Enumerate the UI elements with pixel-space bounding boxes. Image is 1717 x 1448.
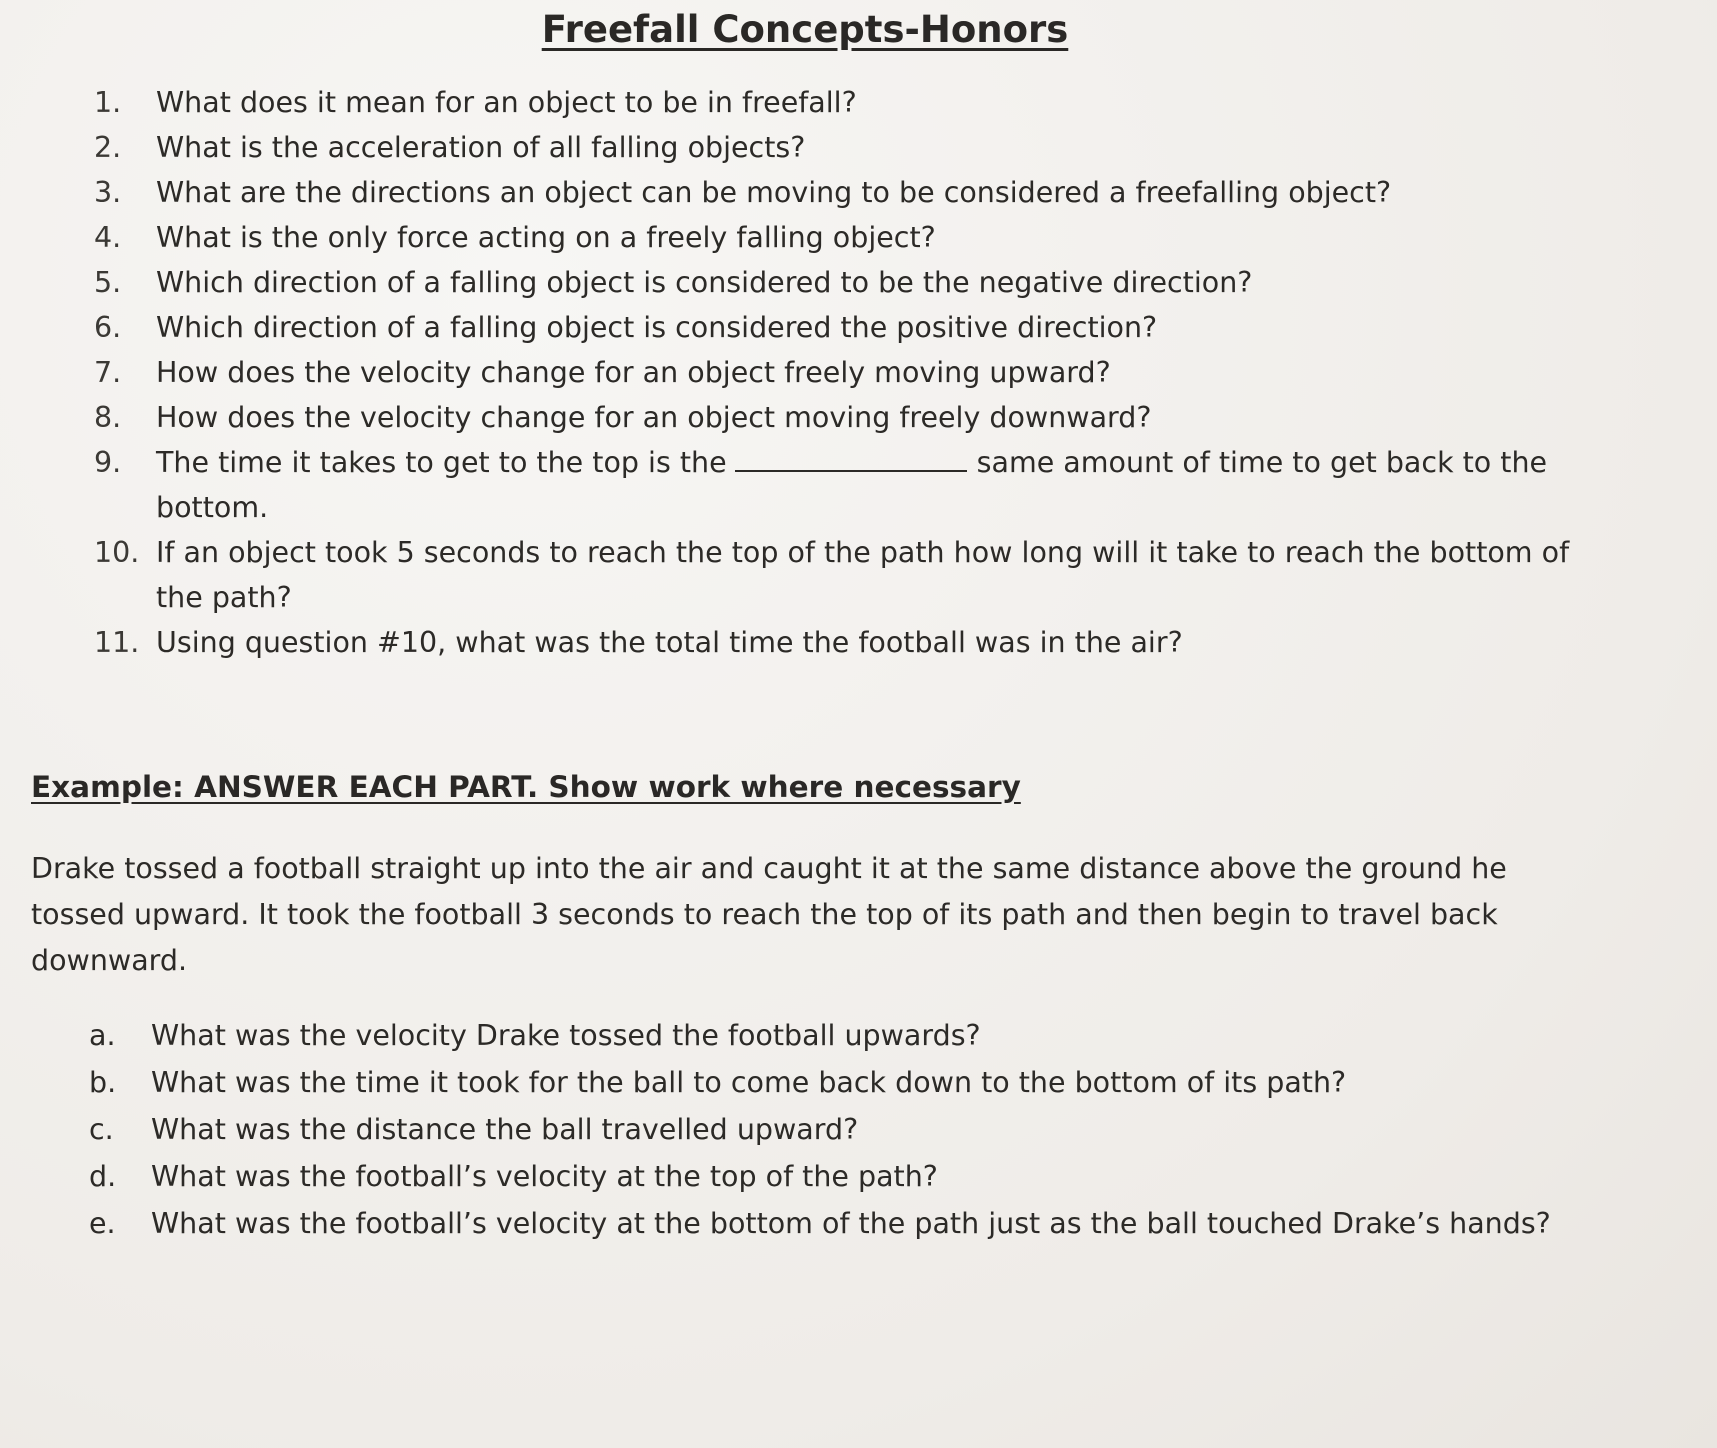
question-item <box>94 350 1594 395</box>
question-text-before-blank: The time it takes to get to the top is the <box>156 446 727 479</box>
question-text: Which direction of a falling object is considered the positive direction? <box>156 311 1158 344</box>
question-number: 7. <box>94 356 122 389</box>
part-text: What was the time it took for the ball to come back down to the bottom of its path? <box>151 1066 1347 1099</box>
question-text: What are the directions an object can be moving to be considered a freefalling object? <box>156 176 1392 209</box>
part-label: b. <box>89 1066 117 1099</box>
question-text-continued: bottom. <box>156 491 269 524</box>
question-text: What does it mean for an object to be in freefall? <box>156 86 857 119</box>
example-part-item <box>89 1200 1609 1247</box>
part-label: e. <box>89 1207 116 1240</box>
question-item <box>94 305 1594 350</box>
question-number: 5. <box>94 266 122 299</box>
example-paragraph: Drake tossed a football straight up into the air and caught it at the same distance above the ground he tossed upward. It took the football 3 seconds to reach the top of its path and then begin to travel back downward. <box>31 852 1507 977</box>
question-item <box>94 125 1594 170</box>
part-text: What was the football’s velocity at the top of the path? <box>151 1160 938 1193</box>
question-text: Which direction of a falling object is considered to be the negative direction? <box>156 266 1253 299</box>
question-item <box>94 170 1594 215</box>
part-text: What was the velocity Drake tossed the football upwards? <box>151 1019 981 1052</box>
question-text: What is the acceleration of all falling objects? <box>156 131 806 164</box>
question-list <box>94 80 1594 665</box>
question-text <box>156 440 1576 530</box>
question-item <box>94 530 1594 620</box>
question-number: 1. <box>94 86 122 119</box>
question-number: 3. <box>94 176 122 209</box>
question-item <box>94 395 1594 440</box>
question-text: Using question #10, what was the total time the football was in the air? <box>156 626 1183 659</box>
example-part-item <box>89 1059 1609 1106</box>
part-label: c. <box>89 1113 114 1146</box>
part-text: What was the distance the ball travelled upward? <box>151 1113 859 1146</box>
question-item <box>94 80 1594 125</box>
question-text: If an object took 5 seconds to reach the top of the path how long will it take to reach the bottom of the path? <box>156 536 1570 614</box>
question-number: 6. <box>94 311 122 344</box>
part-text: What was the football’s velocity at the bottom of the path just as the ball touched Drake’s hands? <box>151 1207 1551 1240</box>
example-parts-list <box>89 1012 1609 1247</box>
question-number: 2. <box>94 131 122 164</box>
question-text: How does the velocity change for an object freely moving upward? <box>156 356 1111 389</box>
question-number: 8. <box>94 401 122 434</box>
question-number: 10. <box>94 536 140 569</box>
part-label: a. <box>89 1019 116 1052</box>
question-item <box>94 260 1594 305</box>
example-heading: Example: ANSWER EACH PART. Show work where necessary <box>31 770 1021 804</box>
question-text: What is the only force acting on a freely falling object? <box>156 221 936 254</box>
question-text-after-blank: same amount of time to get back to the <box>976 446 1548 479</box>
question-number: 11. <box>94 626 140 659</box>
fill-in-blank-line <box>735 444 967 472</box>
question-text: How does the velocity change for an object moving freely downward? <box>156 401 1152 434</box>
question-number: 9. <box>94 446 122 479</box>
page-title: Freefall Concepts-Honors <box>541 8 1069 51</box>
question-item <box>94 440 1594 530</box>
question-number: 4. <box>94 221 122 254</box>
example-part-item <box>89 1106 1609 1153</box>
question-item <box>94 620 1594 665</box>
part-label: d. <box>89 1160 117 1193</box>
example-part-item <box>89 1153 1609 1200</box>
example-part-item <box>89 1012 1609 1059</box>
question-item <box>94 215 1594 260</box>
